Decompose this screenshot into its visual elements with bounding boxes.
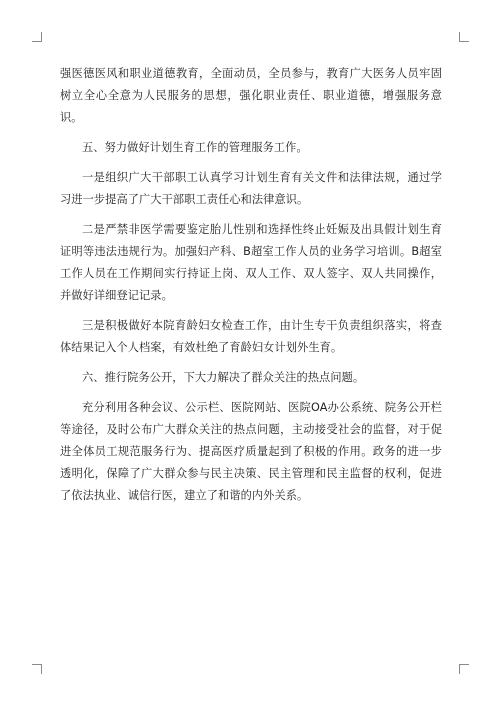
paragraph-item-3: 三是积极做好本院育龄妇女检查工作，由计生专干负责组织落实，将查体结果记入个人档案，有效杜绝了育龄妇女计划外生育。 bbox=[60, 319, 442, 354]
crop-mark-bottom-right bbox=[459, 664, 469, 674]
section-heading-6: 六、推行院务公开，下大力解决了群众关注的热点问题。 bbox=[82, 371, 365, 384]
crop-mark-top-right bbox=[459, 32, 469, 42]
paragraph-item-1: 一是组织广大干部职工认真学习计划生育有关文件和法律法规，通过学习进一步提高了广大干部职工责任心和法律意识。 bbox=[60, 171, 442, 206]
paragraph-item-2: 二是严禁非医学需要鉴定胎儿性别和选择性终止妊娠及出具假计划生育证明等违法违规行为。加强妇产科、B超室工作人员的业务学习培训。B超室工作人员在工作期间实行持证上岗、双人工作、双人签字、双人共同操作，并做好详细登记记录。 bbox=[60, 223, 442, 302]
paragraph-continuation: 强医德医风和职业道德教育，全面动员，全员参与，教育广大医务人员牢固树立全心全意为人民服务的思想，强化职业责任、职业道德，增强服务意识。 bbox=[60, 67, 442, 124]
section-heading-5: 五、努力做好计划生育工作的管理服务工作。 bbox=[82, 141, 308, 154]
crop-mark-bottom-left bbox=[32, 664, 42, 674]
crop-mark-top-left bbox=[32, 32, 42, 42]
paragraph-disclosure: 充分利用各种会议、公示栏、医院网站、医院OA办公系统、院务公开栏等途径，及时公布广大群众关注的热点问题，主动接受社会的监督，对于促进全体员工规范服务行为、提高医疗质量起到了积极的作用。政务的进一步透明化，保障了广大群众参与民主决策、民主管理和民主监督的权利，促进了依法执业、诚信行医，建立了和谐的内外关系。 bbox=[60, 401, 442, 502]
document-body bbox=[60, 63, 442, 515]
